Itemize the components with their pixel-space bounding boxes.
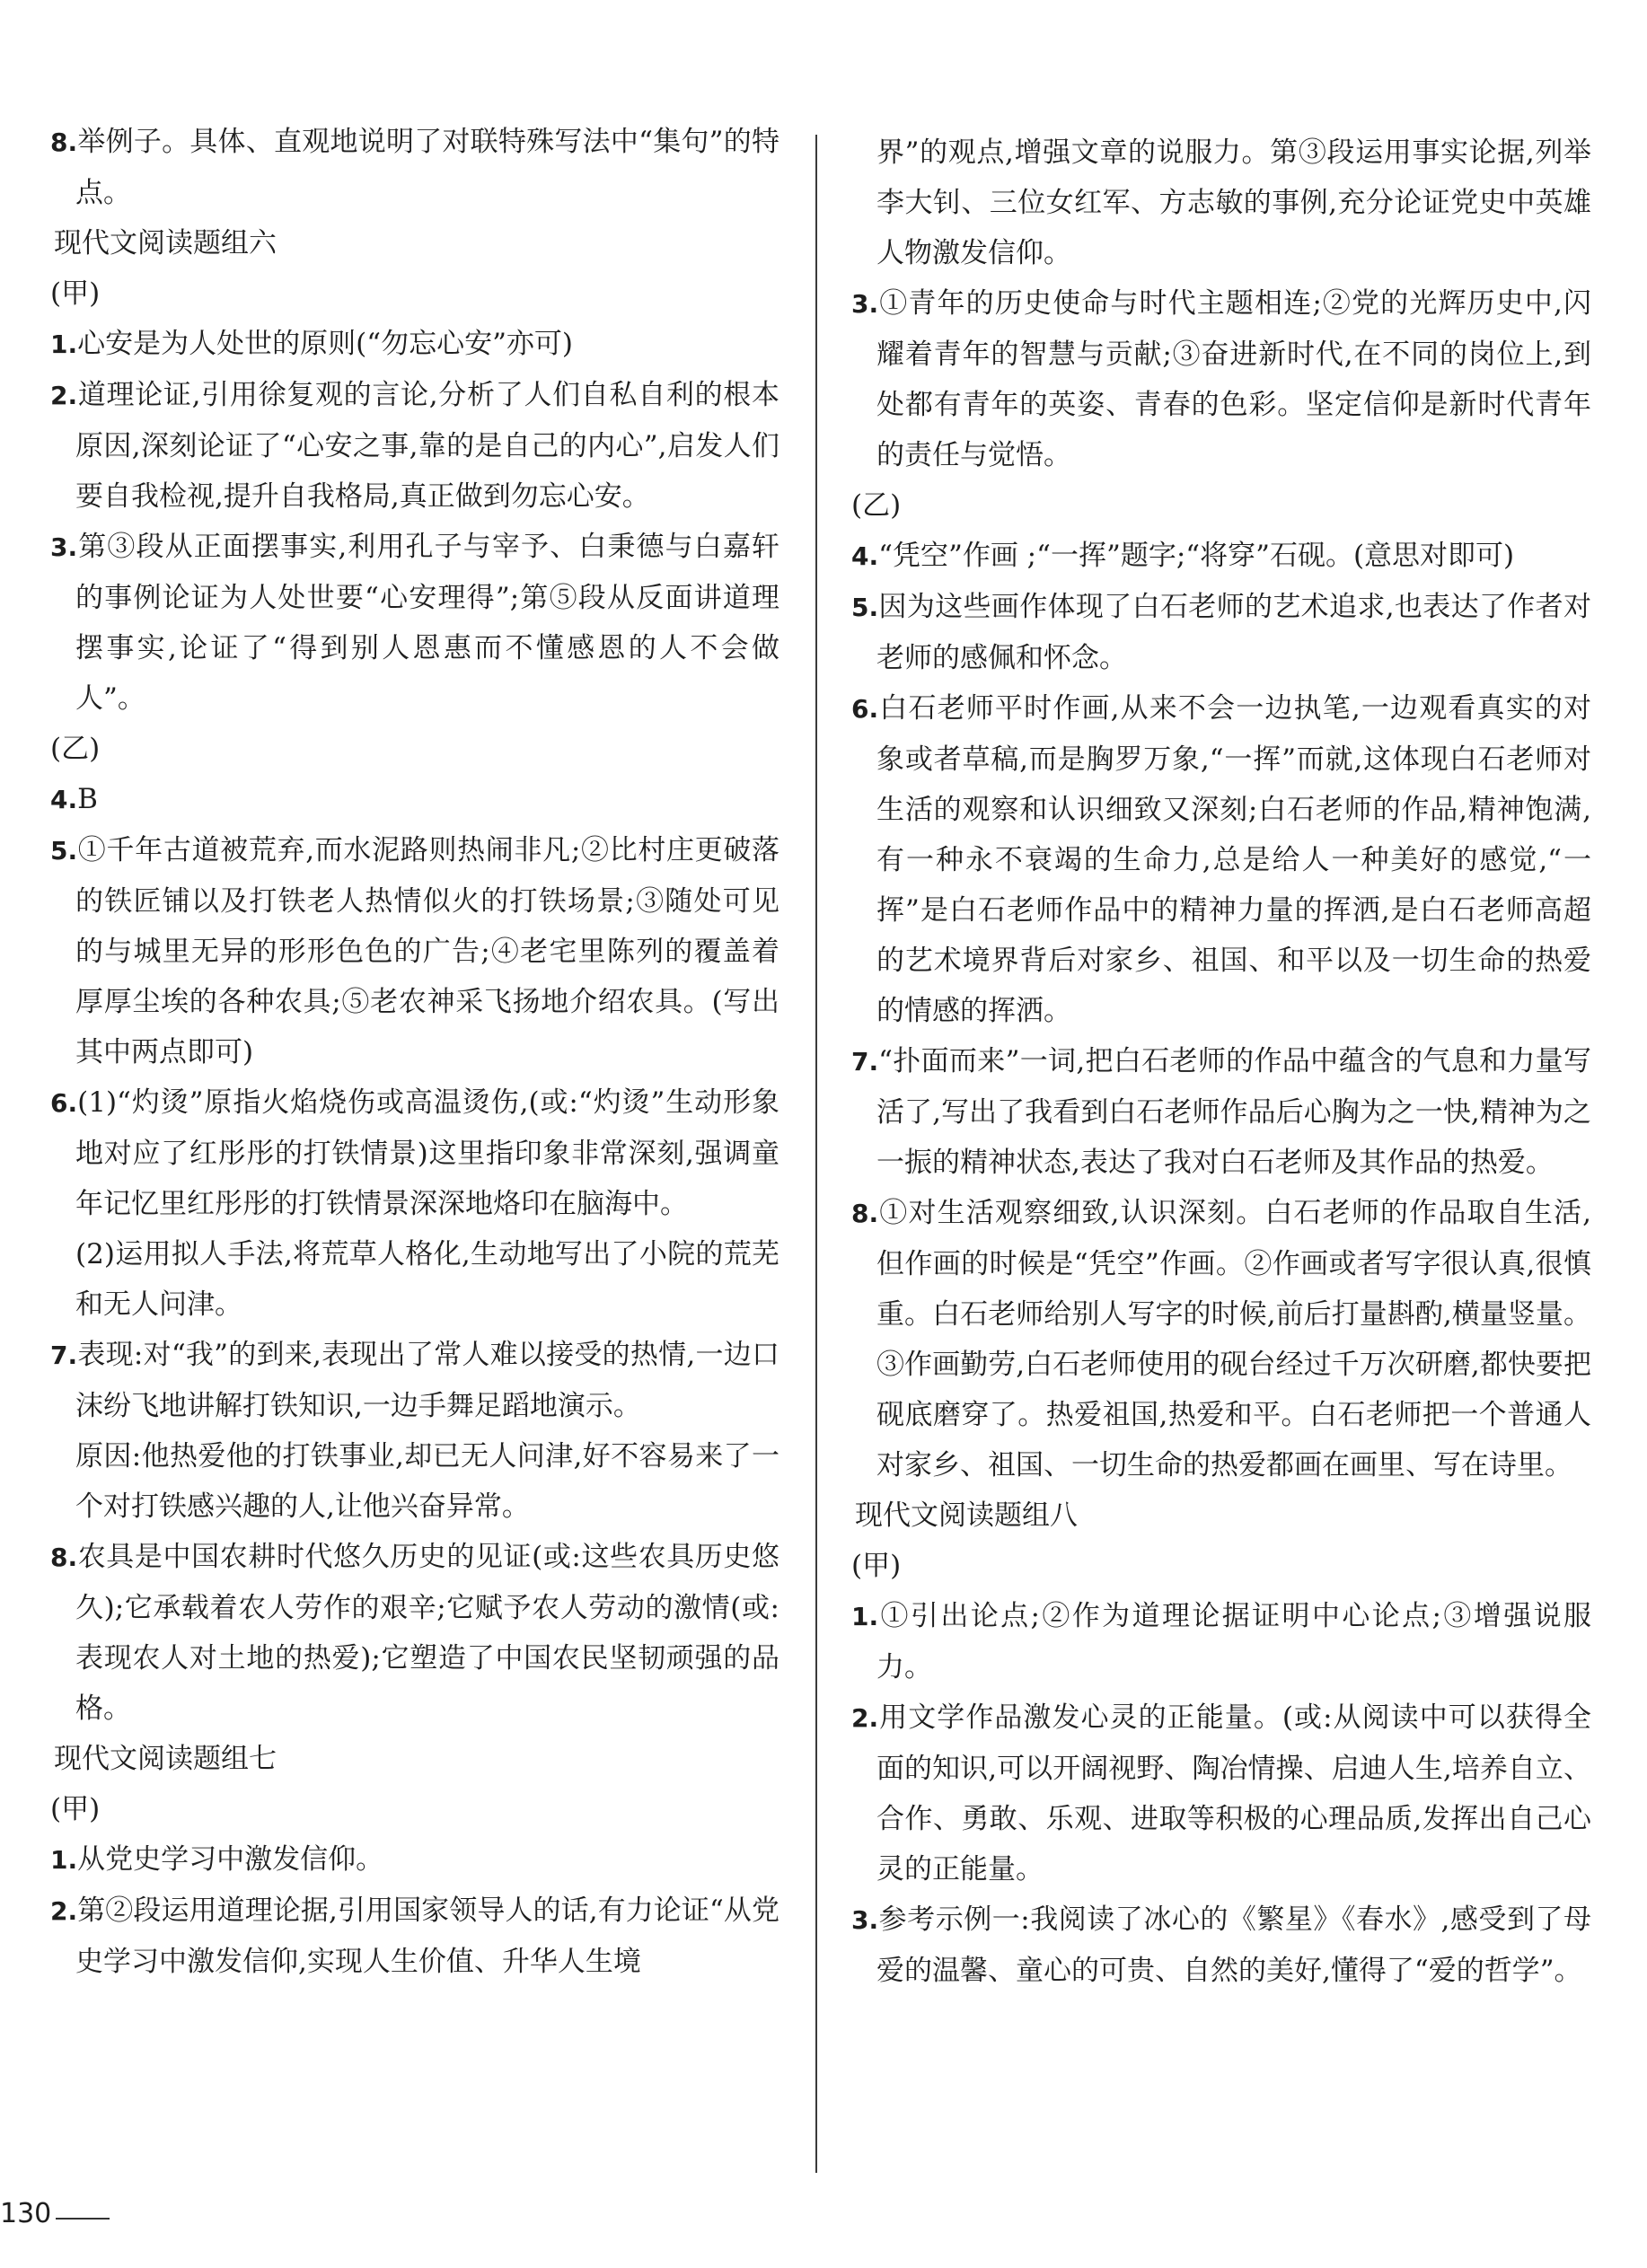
item-text: 第③段从正面摆事实,利用孔子与宰予、白秉德与白嘉轩的事例论证为人处世要“心安理得”;第⑤段从反面讲道理摆事实,论证了“得到别人恩惠而不懂感恩的人不会做人”。 [75, 531, 779, 715]
answer-continuation: 界”的观点,增强文章的说服力。第③段运用事实论据,列举李大钊、三位女红军、方志敏的事例,充分论证党史中英雄人物激发信仰。 [876, 136, 1591, 269]
item-number: 3. [851, 1905, 879, 1935]
answer-item [851, 278, 1591, 480]
item-text: 举例子。具体、直观地说明了对联特殊写法中“集句”的特点。 [75, 126, 779, 209]
item-number: 1. [851, 1602, 879, 1631]
item-number: 8. [851, 1199, 879, 1228]
answer-item [50, 1330, 779, 1431]
item-text: ①对生活观察细致,认识深刻。白石老师的作品取自生活,但作画的时候是“凭空”作画。②作画或者写字很认真,很慎重。白石老师给别人写字的时候,前后打量斟酌,横量竖量。③作画勤劳,白石老师使用的砚台经过千万次研磨,都快要把砚底磨穿了。热爱祖国,热爱和平。白石老师把一个普通人对家乡、祖国、一切生命的热爱都画在画里、写在诗里。 [876, 1197, 1591, 1481]
item-number: 1. [50, 1845, 78, 1875]
item-text: 白石老师平时作画,从来不会一边执笔,一边观看真实的对象或者草稿,而是胸罗万象,“一挥”而就,这体现白石老师对生活的观察和认识细致又深刻;白石老师的作品,精神饱满,有一种永不衰竭的生命力,总是给人一种美好的感觉,“一挥”是白石老师作品中的精神力量的挥洒,是白石老师高超的艺术境界背后对家乡、祖国、和平以及一切生命的热爱的情感的挥洒。 [876, 692, 1591, 1027]
item-text: 心安是为人处世的原则(“勿忘心安”亦可) [77, 328, 574, 360]
answer-item [50, 319, 779, 370]
answer-item [851, 531, 1591, 582]
item-number: 4. [851, 541, 879, 571]
right-column [851, 127, 1591, 1996]
answer-item [50, 1077, 779, 1229]
item-text: 从党史学习中激发信仰。 [77, 1843, 384, 1876]
page-number: 130 [0, 2198, 52, 2229]
subsection-label: (乙) [851, 489, 902, 522]
subsection-label: (甲) [50, 277, 101, 310]
item-text: 表现:对“我”的到来,表现出了常人难以接受的热情,一边口沫纷飞地讲解打铁知识,一边手舞足蹈地演示。 [75, 1339, 779, 1422]
item-number: 2. [851, 1703, 879, 1733]
item-text: B [77, 783, 98, 815]
subsection-label: (乙) [50, 733, 101, 765]
item-text: 农具是中国农耕时代悠久历史的见证(或:这些农具历史悠久);它承载着农人劳作的艰辛;它赋予农人劳动的激情(或:表现农人对土地的热爱);它塑造了中国农民坚韧顽强的品格。 [75, 1541, 779, 1725]
item-number: 8. [50, 127, 78, 157]
item-number: 7. [50, 1341, 78, 1370]
item-text: ①千年古道被荒弃,而水泥路则热闹非凡;②比村庄更破落的铁匠铺以及打铁老人热情似火的打铁场景;③随处可见的与城里无异的形形色色的广告;④老宅里陈列的覆盖着厚厚尘埃的各种农具;⑤老农神采飞扬地介绍农具。(写出其中两点即可) [75, 834, 779, 1068]
item-number: 3. [851, 289, 879, 319]
subsection-label: (甲) [851, 1550, 902, 1582]
item-number: 4. [50, 785, 78, 814]
subsection-label: (甲) [50, 1793, 101, 1825]
item-number: 2. [50, 381, 78, 410]
item-text: “凭空”作画 ;“一挥”题字;“将穿”石砚。(意思对即可) [878, 540, 1515, 572]
item-number: 8. [50, 1543, 78, 1572]
answer-item [851, 683, 1591, 1036]
answer-item [50, 774, 779, 825]
section-heading: 现代文阅读题组六 [54, 227, 277, 259]
item-number: 6. [50, 1088, 78, 1118]
answer-item [50, 117, 779, 218]
item-number: 7. [851, 1047, 879, 1077]
answer-item [50, 825, 779, 1077]
answer-continuation: (2)运用拟人手法,将荒草人格化,生动地写出了小院的荒芜和无人问津。 [75, 1238, 779, 1321]
item-number: 5. [851, 593, 879, 622]
answer-item [50, 370, 779, 522]
item-text: 第②段运用道理论据,引用国家领导人的话,有力论证“从党史学习中激发信仰,实现人生价值、升华人生境 [75, 1894, 779, 1978]
answer-item [851, 1692, 1591, 1894]
answer-item [50, 1532, 779, 1734]
answer-item [851, 1894, 1591, 1996]
column-divider [815, 135, 817, 2173]
answer-item [851, 582, 1591, 683]
item-text: 用文学作品激发心灵的正能量。(或:从阅读中可以获得全面的知识,可以开阔视野、陶冶情操、启迪人生,培养自立、合作、勇敢、乐观、进取等积极的心理品质,发挥出自己心灵的正能量。 [876, 1701, 1591, 1886]
answer-item [50, 1886, 779, 1987]
answer-item [851, 1188, 1591, 1490]
item-number: 3. [50, 532, 78, 562]
item-number: 6. [851, 694, 879, 724]
item-text: ①引出论点;②作为道理论据证明中心论点;③增强说服力。 [876, 1600, 1591, 1683]
answer-item [50, 1834, 779, 1886]
answer-continuation: 原因:他热爱他的打铁事业,却已无人问津,好不容易来了一个对打铁感兴趣的人,让他兴奋异常。 [75, 1440, 779, 1523]
section-heading: 现代文阅读题组八 [855, 1499, 1078, 1532]
answer-item [50, 522, 779, 724]
item-number: 2. [50, 1896, 78, 1926]
answer-item [851, 1591, 1591, 1692]
item-number: 1. [50, 330, 78, 359]
item-text: 参考示例一:我阅读了冰心的《繁星》《春水》,感受到了母爱的温馨、童心的可贵、自然的美好,懂得了“爱的哲学”。 [876, 1903, 1591, 1987]
item-text: “扑面而来”一词,把白石老师的作品中蕴含的气息和力量写活了,写出了我看到白石老师作品后心胸为之一快,精神为之一振的精神状态,表达了我对白石老师及其作品的热爱。 [876, 1045, 1591, 1179]
left-column [50, 117, 779, 1987]
answer-item [851, 1036, 1591, 1188]
item-text: 因为这些画作体现了白石老师的艺术追求,也表达了作者对老师的感佩和怀念。 [876, 591, 1591, 674]
item-text: (1)“灼烫”原指火焰烧伤或高温烫伤,(或:“灼烫”生动形象地对应了红彤彤的打铁情景)这里指印象非常深刻,强调童年记忆里红彤彤的打铁情景深深地烙印在脑海中。 [75, 1086, 779, 1220]
item-number: 5. [50, 836, 78, 866]
section-heading: 现代文阅读题组七 [54, 1743, 277, 1775]
page-number-rule [56, 2218, 110, 2220]
item-text: 道理论证,引用徐复观的言论,分析了人们自私自利的根本原因,深刻论证了“心安之事,靠的是自己的内心”,启发人们要自我检视,提升自我格局,真正做到勿忘心安。 [75, 379, 779, 513]
item-text: ①青年的历史使命与时代主题相连;②党的光辉历史中,闪耀着青年的智慧与贡献;③奋进新时代,在不同的岗位上,到处都有青年的英姿、青春的色彩。坚定信仰是新时代青年的责任与觉悟。 [876, 287, 1591, 471]
